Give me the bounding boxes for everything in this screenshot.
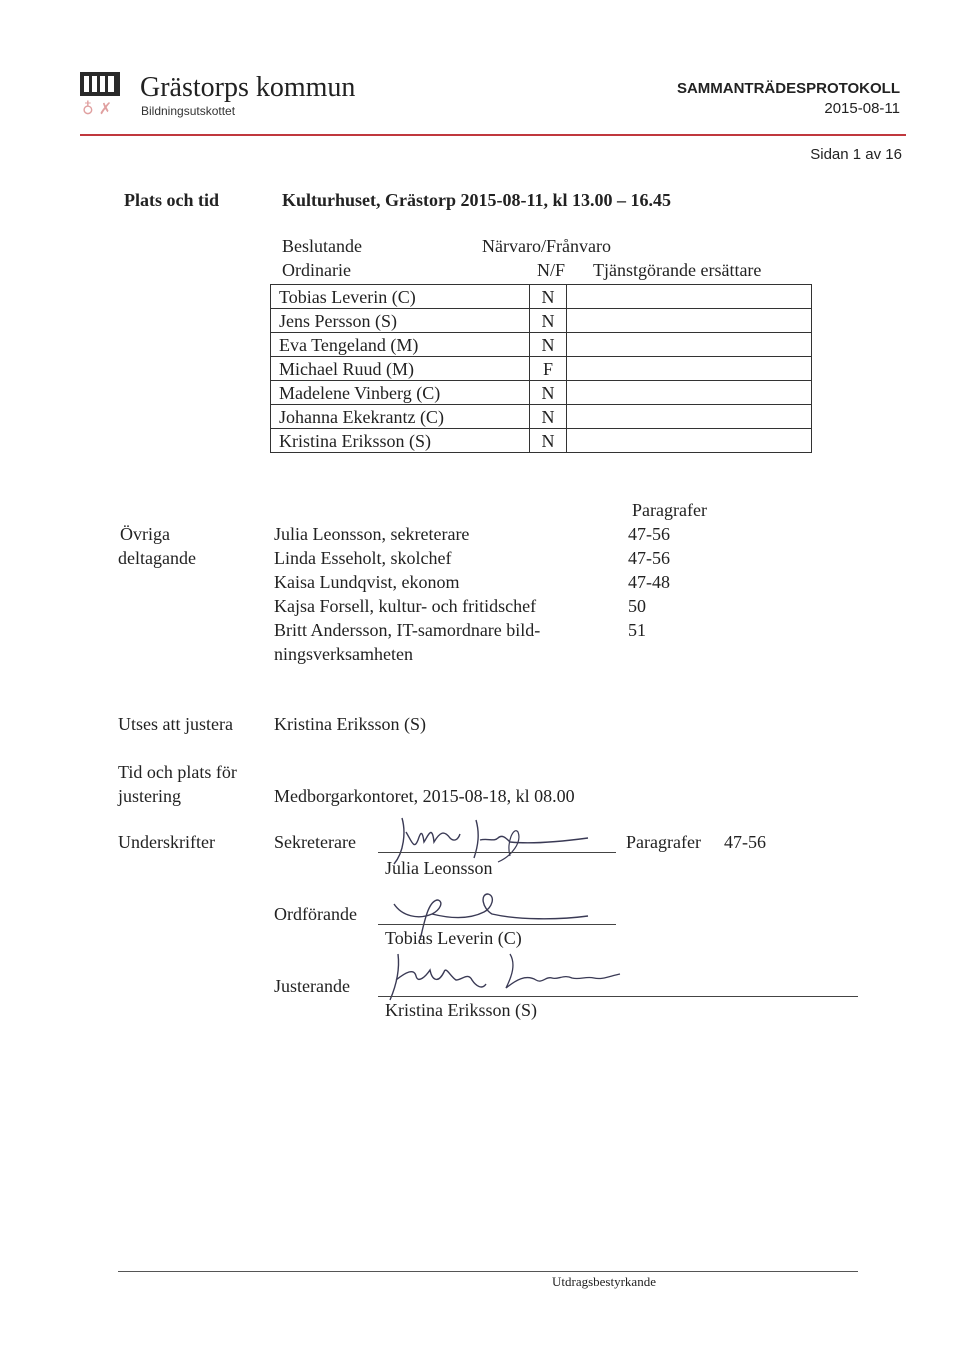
member-name: Kristina Eriksson (S) [271,429,530,453]
logo-emblem-icon [80,72,120,120]
others-label-line2: deltagande [118,548,196,568]
member-name: Tobias Leverin (C) [271,285,530,309]
adjust-time-value: Medborgarkontoret, 2015-08-18, kl 08.00 [274,786,575,806]
municipality-logo [80,72,120,120]
paragraphs-header: Paragrafer [632,500,707,520]
member-substitute [567,429,812,453]
secretary-signature-line [378,852,616,853]
member-presence: N [530,429,567,453]
header-divider [80,134,906,136]
appointed-adjuster-value: Kristina Eriksson (S) [274,714,426,734]
participant-paragraphs: 51 [628,620,646,640]
member-substitute [567,309,812,333]
adjust-time-label-line1: Tid och plats för [118,762,237,782]
member-presence: N [530,309,567,333]
secretary-role: Sekreterare [274,832,356,852]
adjust-time-label-line2: justering [118,786,181,806]
appointed-adjuster-label: Utses att justera [118,714,233,734]
table-row [271,357,812,381]
document-date: 2015-08-11 [824,100,900,117]
place-time-value: Kulturhuset, Grästorp 2015-08-11, kl 13.00 – 16.45 [282,190,672,210]
place-time-label: Plats och tid [124,190,220,210]
adjuster-name: Kristina Eriksson (S) [385,1000,537,1020]
document-type: SAMMANTRÄDESPROTOKOLL [676,80,900,97]
organization-committee: Bildningsutskottet [141,104,236,118]
participant-name: Britt Andersson, IT-samordnare bild- [274,620,541,640]
chair-signature-line [378,924,616,925]
page-number: Sidan 1 av 16 [810,146,902,163]
chair-name: Tobias Leverin (C) [385,928,522,948]
secretary-paragraphs-value: 47-56 [724,832,766,852]
member-presence: N [530,405,567,429]
substitute-header: Tjänstgörande ersättare [593,260,762,280]
chair-role: Ordförande [274,904,357,924]
member-name: Johanna Ekekrantz (C) [271,405,530,429]
member-substitute [567,381,812,405]
member-name: Michael Ruud (M) [271,357,530,381]
member-substitute [567,357,812,381]
member-name: Eva Tengeland (M) [271,333,530,357]
others-label-line1: Övriga [120,524,170,544]
member-presence: F [530,357,567,381]
table-row [271,429,812,453]
participant-name: Linda Esseholt, skolchef [274,548,452,568]
participant-name: Kajsa Forsell, kultur- och fritidschef [274,596,537,616]
member-name: Madelene Vinberg (C) [271,381,530,405]
adjuster-signature-line [378,996,858,997]
table-row [271,309,812,333]
table-row [271,381,812,405]
ordinary-header: Ordinarie [282,260,351,280]
table-row [271,333,812,357]
adjuster-signature [386,950,636,1006]
participant-name: Julia Leonsson, sekreterare [274,524,470,544]
table-row [271,405,812,429]
participant-paragraphs: 47-56 [628,524,670,544]
attendance-table [270,284,812,453]
nf-header: N/F [537,260,566,280]
participant-paragraphs: 50 [628,596,646,616]
member-substitute [567,285,812,309]
participant-name: ningsverksamheten [274,644,413,664]
signatures-label: Underskrifter [118,832,215,852]
member-presence: N [530,381,567,405]
footer-divider [118,1271,858,1272]
decision-makers-label: Beslutande [282,236,362,256]
secretary-name: Julia Leonsson [385,858,493,878]
svg-text:♁ ✗: ♁ ✗ [82,99,113,118]
member-name: Jens Persson (S) [271,309,530,333]
member-presence: N [530,333,567,357]
table-row [271,285,812,309]
adjuster-role: Justerande [274,976,350,996]
presence-header: Närvaro/Frånvaro [482,236,611,256]
participant-paragraphs: 47-48 [628,572,670,592]
certified-extract-label: Utdragsbestyrkande [552,1274,656,1289]
member-presence: N [530,285,567,309]
organization-name: Grästorps kommun [140,72,356,103]
member-substitute [567,405,812,429]
member-substitute [567,333,812,357]
secretary-paragraphs-label: Paragrafer [626,832,701,852]
participant-name: Kaisa Lundqvist, ekonom [274,572,460,592]
participant-paragraphs: 47-56 [628,548,670,568]
